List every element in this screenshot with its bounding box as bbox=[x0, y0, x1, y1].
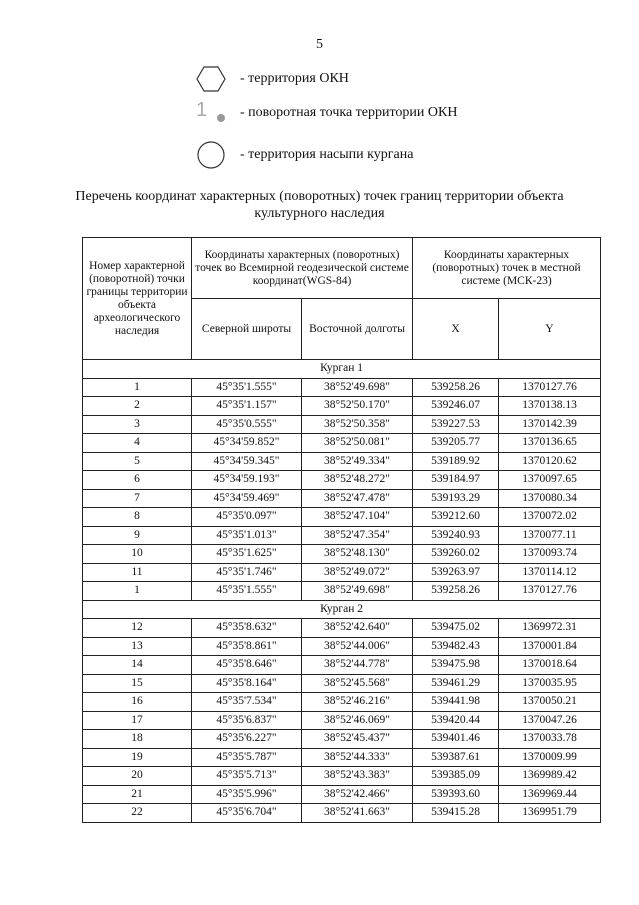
table-row bbox=[83, 434, 601, 453]
cell-x: 539258.26 bbox=[413, 378, 499, 397]
cell-north: 45°34'59.852" bbox=[192, 434, 302, 453]
legend-turn-point bbox=[196, 98, 458, 124]
table-row bbox=[83, 452, 601, 471]
cell-north: 45°35'0.555" bbox=[192, 415, 302, 434]
cell-x: 539393.60 bbox=[413, 785, 499, 804]
cell-east: 38°52'44.333" bbox=[302, 748, 413, 767]
table-body bbox=[83, 360, 601, 823]
cell-east: 38°52'42.640" bbox=[302, 619, 413, 638]
cell-point-number: 14 bbox=[83, 656, 192, 675]
cell-y: 1370001.84 bbox=[499, 637, 601, 656]
cell-x: 539482.43 bbox=[413, 637, 499, 656]
cell-point-number: 12 bbox=[83, 619, 192, 638]
cell-x: 539420.44 bbox=[413, 711, 499, 730]
cell-east: 38°52'48.272" bbox=[302, 471, 413, 490]
cell-x: 539246.07 bbox=[413, 397, 499, 416]
cell-east: 38°52'45.437" bbox=[302, 730, 413, 749]
cell-y: 1370142.39 bbox=[499, 415, 601, 434]
table-row bbox=[83, 656, 601, 675]
cell-point-number: 4 bbox=[83, 434, 192, 453]
cell-x: 539258.26 bbox=[413, 582, 499, 601]
cell-north: 45°35'1.555" bbox=[192, 378, 302, 397]
header-east: Восточной долготы bbox=[302, 299, 413, 360]
hexagon-icon bbox=[196, 66, 238, 92]
table-row bbox=[83, 619, 601, 638]
cell-y: 1370136.65 bbox=[499, 434, 601, 453]
cell-y: 1370072.02 bbox=[499, 508, 601, 527]
cell-north: 45°34'59.469" bbox=[192, 489, 302, 508]
header-x: X bbox=[413, 299, 499, 360]
table-row bbox=[83, 785, 601, 804]
cell-y: 1369989.42 bbox=[499, 767, 601, 786]
cell-point-number: 1 bbox=[83, 378, 192, 397]
page-number: 5 bbox=[316, 37, 323, 52]
cell-east: 38°52'50.170" bbox=[302, 397, 413, 416]
cell-point-number: 13 bbox=[83, 637, 192, 656]
table-row bbox=[83, 674, 601, 693]
header-point-number: Номер характерной (поворотной) точки границы территории объекта археологического наследия bbox=[83, 238, 192, 360]
table-row bbox=[83, 489, 601, 508]
cell-north: 45°35'8.164" bbox=[192, 674, 302, 693]
cell-east: 38°52'50.081" bbox=[302, 434, 413, 453]
cell-x: 539227.53 bbox=[413, 415, 499, 434]
cell-point-number: 6 bbox=[83, 471, 192, 490]
cell-east: 38°52'42.466" bbox=[302, 785, 413, 804]
cell-x: 539240.93 bbox=[413, 526, 499, 545]
cell-x: 539385.09 bbox=[413, 767, 499, 786]
cell-point-number: 2 bbox=[83, 397, 192, 416]
cell-east: 38°52'45.568" bbox=[302, 674, 413, 693]
cell-north: 45°34'59.345" bbox=[192, 452, 302, 471]
cell-y: 1370033.78 bbox=[499, 730, 601, 749]
cell-point-number: 7 bbox=[83, 489, 192, 508]
cell-point-number: 20 bbox=[83, 767, 192, 786]
cell-east: 38°52'41.663" bbox=[302, 804, 413, 823]
table-row bbox=[83, 526, 601, 545]
cell-north: 45°35'6.837" bbox=[192, 711, 302, 730]
table-row bbox=[83, 397, 601, 416]
table-row bbox=[83, 563, 601, 582]
cell-y: 1370114.12 bbox=[499, 563, 601, 582]
cell-x: 539260.02 bbox=[413, 545, 499, 564]
cell-x: 539184.97 bbox=[413, 471, 499, 490]
table-row bbox=[83, 767, 601, 786]
group-row bbox=[83, 600, 601, 619]
cell-point-number: 18 bbox=[83, 730, 192, 749]
cell-east: 38°52'49.334" bbox=[302, 452, 413, 471]
cell-north: 45°35'8.646" bbox=[192, 656, 302, 675]
cell-north: 45°35'6.227" bbox=[192, 730, 302, 749]
header-north: Северной широты bbox=[192, 299, 302, 360]
cell-x: 539401.46 bbox=[413, 730, 499, 749]
cell-y: 1370077.11 bbox=[499, 526, 601, 545]
table-row bbox=[83, 637, 601, 656]
cell-east: 38°52'49.698" bbox=[302, 378, 413, 397]
header-y: Y bbox=[499, 299, 601, 360]
table-header-row bbox=[83, 238, 601, 299]
circle-icon bbox=[196, 140, 238, 170]
cell-point-number: 3 bbox=[83, 415, 192, 434]
cell-y: 1370035.95 bbox=[499, 674, 601, 693]
cell-east: 38°52'49.072" bbox=[302, 563, 413, 582]
cell-y: 1370127.76 bbox=[499, 378, 601, 397]
cell-point-number: 10 bbox=[83, 545, 192, 564]
table-row bbox=[83, 471, 601, 490]
cell-north: 45°35'1.555" bbox=[192, 582, 302, 601]
group-name: Курган 2 bbox=[83, 600, 601, 619]
cell-east: 38°52'50.358" bbox=[302, 415, 413, 434]
legend-okn-territory bbox=[196, 66, 349, 92]
table-row bbox=[83, 730, 601, 749]
cell-east: 38°52'43.383" bbox=[302, 767, 413, 786]
table-row bbox=[83, 415, 601, 434]
table-row bbox=[83, 545, 601, 564]
header-msk23: Координаты характерных (поворотных) точек в местной системе (МСК-23) bbox=[413, 238, 601, 299]
turn-point-marker bbox=[196, 98, 238, 124]
coordinates-table bbox=[82, 237, 601, 823]
cell-east: 38°52'47.104" bbox=[302, 508, 413, 527]
table-row bbox=[83, 582, 601, 601]
group-name: Курган 1 bbox=[83, 360, 601, 379]
cell-x: 539475.98 bbox=[413, 656, 499, 675]
cell-east: 38°52'46.216" bbox=[302, 693, 413, 712]
group-row bbox=[83, 360, 601, 379]
cell-point-number: 5 bbox=[83, 452, 192, 471]
cell-east: 38°52'44.006" bbox=[302, 637, 413, 656]
cell-north: 45°34'59.193" bbox=[192, 471, 302, 490]
cell-y: 1370009.99 bbox=[499, 748, 601, 767]
cell-y: 1370120.62 bbox=[499, 452, 601, 471]
cell-east: 38°52'46.069" bbox=[302, 711, 413, 730]
cell-x: 539461.29 bbox=[413, 674, 499, 693]
cell-x: 539387.61 bbox=[413, 748, 499, 767]
cell-north: 45°35'1.157" bbox=[192, 397, 302, 416]
cell-north: 45°35'5.787" bbox=[192, 748, 302, 767]
cell-y: 1369969.44 bbox=[499, 785, 601, 804]
cell-point-number: 8 bbox=[83, 508, 192, 527]
cell-point-number: 9 bbox=[83, 526, 192, 545]
cell-north: 45°35'8.632" bbox=[192, 619, 302, 638]
gray-dot-icon bbox=[215, 112, 227, 124]
cell-y: 1370047.26 bbox=[499, 711, 601, 730]
cell-y: 1370050.21 bbox=[499, 693, 601, 712]
cell-x: 539205.77 bbox=[413, 434, 499, 453]
cell-north: 45°35'1.746" bbox=[192, 563, 302, 582]
legend-turn-point-label: - поворотная точка территории ОКН bbox=[240, 105, 458, 120]
cell-x: 539189.92 bbox=[413, 452, 499, 471]
cell-y: 1369972.31 bbox=[499, 619, 601, 638]
cell-east: 38°52'44.778" bbox=[302, 656, 413, 675]
cell-north: 45°35'5.996" bbox=[192, 785, 302, 804]
cell-y: 1369951.79 bbox=[499, 804, 601, 823]
cell-x: 539475.02 bbox=[413, 619, 499, 638]
cell-point-number: 17 bbox=[83, 711, 192, 730]
cell-y: 1370138.13 bbox=[499, 397, 601, 416]
cell-east: 38°52'49.698" bbox=[302, 582, 413, 601]
cell-y: 1370080.34 bbox=[499, 489, 601, 508]
cell-point-number: 21 bbox=[83, 785, 192, 804]
legend-okn-territory-label: - территория ОКН bbox=[240, 71, 349, 86]
table-row bbox=[83, 748, 601, 767]
table-row bbox=[83, 508, 601, 527]
cell-east: 38°52'47.478" bbox=[302, 489, 413, 508]
header-wgs84: Координаты характерных (поворотных) точек во Всемирной геодезической системе координат(WGS-84) bbox=[192, 238, 413, 299]
turn-point-number: 1 bbox=[196, 98, 208, 121]
cell-point-number: 19 bbox=[83, 748, 192, 767]
cell-north: 45°35'7.534" bbox=[192, 693, 302, 712]
cell-y: 1370018.64 bbox=[499, 656, 601, 675]
cell-east: 38°52'47.354" bbox=[302, 526, 413, 545]
cell-east: 38°52'48.130" bbox=[302, 545, 413, 564]
cell-x: 539193.29 bbox=[413, 489, 499, 508]
cell-north: 45°35'1.625" bbox=[192, 545, 302, 564]
legend-mound-territory-label: - территория насыпи кургана bbox=[240, 147, 414, 162]
cell-y: 1370127.76 bbox=[499, 582, 601, 601]
table-row bbox=[83, 693, 601, 712]
cell-north: 45°35'6.704" bbox=[192, 804, 302, 823]
cell-north: 45°35'1.013" bbox=[192, 526, 302, 545]
cell-x: 539212.60 bbox=[413, 508, 499, 527]
document-title: Перечень координат характерных (поворотных) точек границ территории объекта культурного наследия bbox=[75, 189, 564, 221]
cell-y: 1370097.65 bbox=[499, 471, 601, 490]
table-row bbox=[83, 804, 601, 823]
cell-x: 539263.97 bbox=[413, 563, 499, 582]
table-row bbox=[83, 378, 601, 397]
cell-y: 1370093.74 bbox=[499, 545, 601, 564]
cell-x: 539415.28 bbox=[413, 804, 499, 823]
cell-point-number: 1 bbox=[83, 582, 192, 601]
cell-north: 45°35'5.713" bbox=[192, 767, 302, 786]
cell-point-number: 22 bbox=[83, 804, 192, 823]
table-row bbox=[83, 711, 601, 730]
cell-point-number: 16 bbox=[83, 693, 192, 712]
cell-north: 45°35'0.097" bbox=[192, 508, 302, 527]
legend-mound-territory bbox=[196, 140, 413, 170]
cell-north: 45°35'8.861" bbox=[192, 637, 302, 656]
cell-x: 539441.98 bbox=[413, 693, 499, 712]
cell-point-number: 15 bbox=[83, 674, 192, 693]
cell-point-number: 11 bbox=[83, 563, 192, 582]
